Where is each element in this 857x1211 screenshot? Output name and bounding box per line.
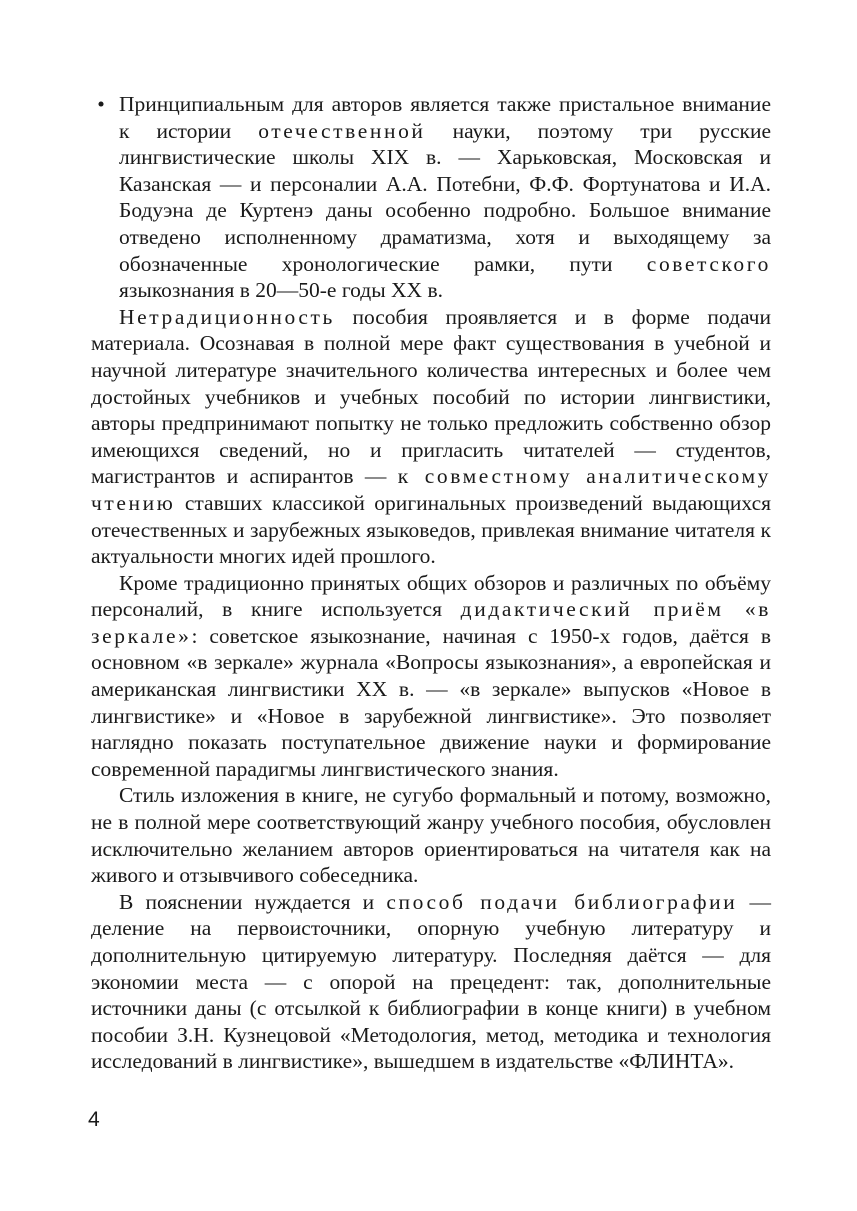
- emphasis-text: к совместному аналитическому чтению: [91, 464, 771, 515]
- bullet-text: языкознания в 20—50-е годы XX в.: [119, 278, 443, 303]
- paragraph-text: — деление на первоисточники, опорную учебную литературу и дополнительную цитируемую литературу. Последняя даётся — для экономии места — с опорой на прецедент: так, дополнительные источники даны (с отсылкой к библиографии в конце книги) в учебном пособии З.Н. Кузнецовой «Методология, метод, методика и технология исследований в лингвистике», вышедшем в издательстве «ФЛИНТА».: [91, 889, 772, 1074]
- bullet-text: Принципиальным для авторов является также пристальное внимание к истории: [119, 92, 771, 143]
- paragraph-text: В пояснении нуждается и: [119, 889, 387, 914]
- paragraph-text: ставших классикой оригинальных произведений выдающихся отечественных и зарубежных языковедов, привлекая внимание читателя к актуальности многих идей прошлого.: [91, 490, 771, 569]
- paragraph-text: : советское языкознание, начиная с 1950-х годов, даётся в основном «в зеркале» журнала «Вопросы языкознания», а европейская и американская лингвистики XX в. — «в зеркале» выпусков «Новое в лингвистике» и «Новое в зарубежной лингвистике». Это позволяет наглядно показать поступательное движение науки и формирование современной парадигмы лингвистического знания.: [91, 623, 771, 781]
- paragraph-bibliography: [91, 889, 771, 1075]
- page-number: 4: [88, 1108, 100, 1131]
- paragraph-style: [91, 782, 771, 888]
- paragraph-text: Кроме традиционно принятых общих обзоров и различных по объёму персоналий, в книге используется: [91, 570, 771, 622]
- paragraph-mirror: [91, 570, 771, 783]
- bullet-text: науки, поэтому три русские лингвистические школы XIX в. — Харьковская, Московская и Казанская — и персоналии А.А. Потебни, Ф.Ф. Фортунатова и И.А. Бодуэна де Куртенэ даны особенно подробно. Большое внимание отведено исполненному драматизма, хотя и выходящему за обозначенные хронологические рамки, пути: [119, 118, 771, 276]
- bullet-item: [91, 91, 771, 304]
- body-text: [91, 91, 771, 1075]
- emphasis-text: дидактический приём «в зеркале»: [91, 597, 771, 648]
- paragraph-nontraditional: [91, 304, 771, 570]
- paragraph-text: пособия проявляется и в форме подачи материала. Осознавая в полной мере факт существования в учебной и научной литературе значительного количества интересных и более чем достойных учебников и учебных пособий по истории лингвистики, авторы предпринимают попытку не только предложить собственно обзор имеющихся сведений, но и пригласить читателей — студентов, магистрантов и аспирантов —: [91, 304, 771, 489]
- emphasis-text: советского: [646, 251, 771, 276]
- emphasis-text: Нетрадиционность: [119, 304, 335, 329]
- emphasis-text: способ подачи библиографии: [386, 889, 738, 914]
- emphasis-text: отечественной: [258, 118, 426, 143]
- bullet-icon: •: [97, 92, 105, 116]
- paragraph-text: Стиль изложения в книге, не сугубо формальный и потому, возможно, не в полной мере соответствующий жанру учебного пособия, обусловлен исключительно желанием авторов ориентироваться на читателя как на живого и отзывчивого собеседника.: [91, 783, 771, 888]
